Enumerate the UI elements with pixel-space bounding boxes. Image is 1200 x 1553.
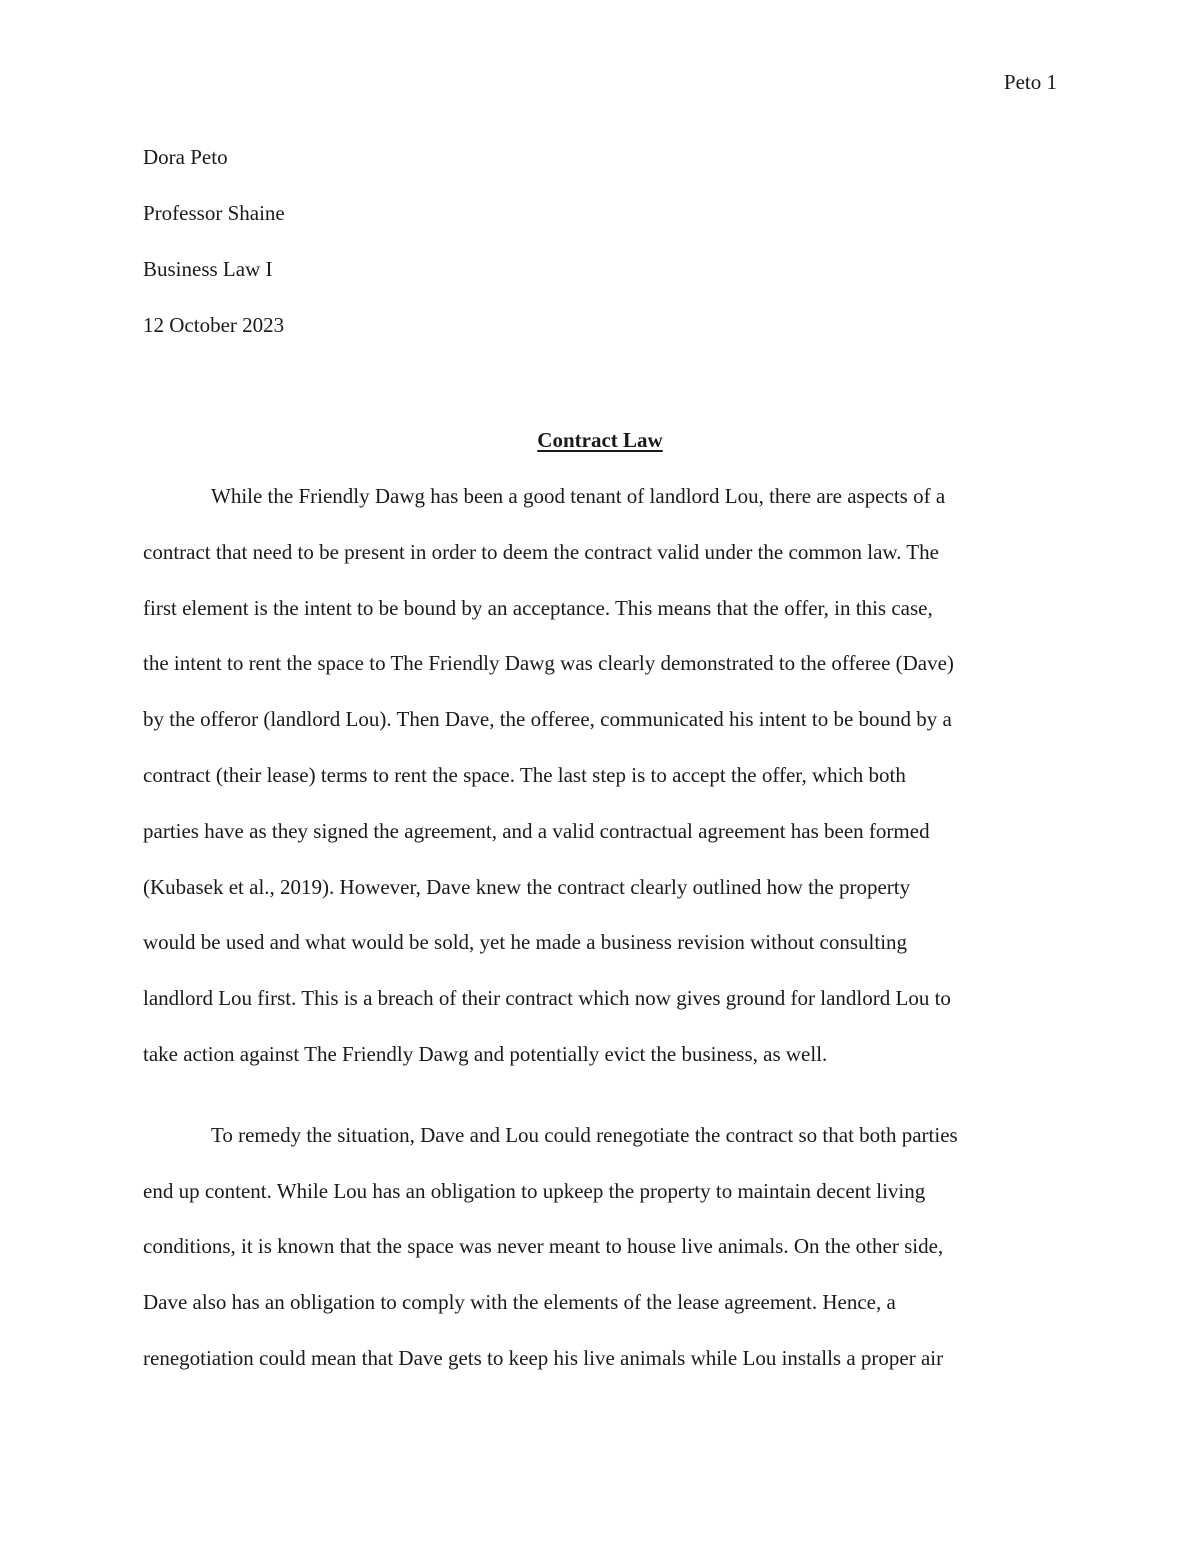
paragraph-line: end up content. While Lou has an obligation to upkeep the property to maintain decent living [143, 1178, 926, 1203]
author-name: Dora Peto [143, 145, 228, 169]
paragraph-line: the intent to rent the space to The Friendly Dawg was clearly demonstrated to the offeree (Dave) [143, 651, 954, 676]
paragraph-spacer [143, 1095, 1053, 1120]
running-head: Peto 1 [1003, 70, 1057, 94]
paragraph-line: While the Friendly Dawg has been a good tenant of landlord Lou, there are aspects of a [211, 484, 946, 508]
paper-title: Contract Law [537, 428, 663, 452]
paragraph-line: first element is the intent to be bound by an acceptance. This means that the offer, in this case, [143, 595, 933, 620]
paragraph-line: contract (their lease) terms to rent the space. The last step is to accept the offer, which both [143, 762, 906, 787]
mla-heading-block [143, 142, 1057, 366]
paragraph-2 [143, 1120, 1053, 1399]
paragraph-line: Dave also has an obligation to comply with the elements of the lease agreement. Hence, a [143, 1290, 896, 1315]
submission-date: 12 October 2023 [143, 313, 285, 337]
paragraph-line: by the offeror (landlord Lou). Then Dave, the offeree, communicated his intent to be bound by a [143, 707, 952, 732]
paragraph-line: landlord Lou first. This is a breach of their contract which now gives ground for landlord Lou to [143, 986, 951, 1011]
paragraph-line: conditions, it is known that the space was never meant to house live animals. On the other side, [143, 1234, 944, 1259]
paragraph-line: would be used and what would be sold, yet he made a business revision without consulting [143, 930, 908, 955]
body-text [143, 481, 1053, 1399]
paragraph-line: contract that need to be present in order to deem the contract valid under the common law. The [143, 539, 939, 564]
course-name: Business Law I [143, 257, 273, 281]
paragraph-line: renegotiation could mean that Dave gets to keep his live animals while Lou installs a proper air [143, 1345, 944, 1370]
paragraph-line: take action against The Friendly Dawg and potentially evict the business, as well. [143, 1041, 828, 1066]
paragraph-line: parties have as they signed the agreement, and a valid contractual agreement has been formed [143, 818, 930, 843]
instructor-name: Professor Shaine [143, 201, 285, 225]
paragraph-1 [143, 481, 1053, 1095]
paragraph-line: (Kubasek et al., 2019). However, Dave knew the contract clearly outlined how the property [143, 874, 911, 899]
paragraph-line: To remedy the situation, Dave and Lou could renegotiate the contract so that both parties [211, 1122, 958, 1147]
